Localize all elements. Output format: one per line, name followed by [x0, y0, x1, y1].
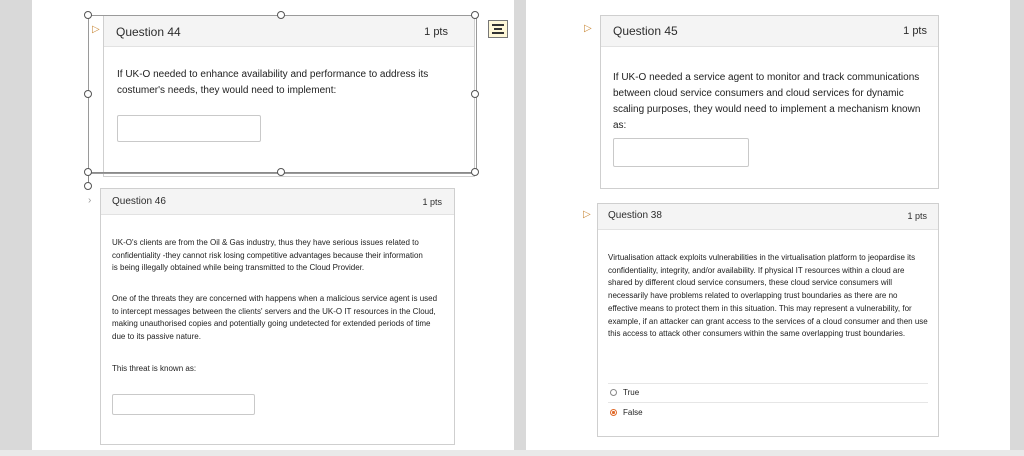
question-46-points: 1 pts [422, 197, 442, 207]
question-45-points: 1 pts [903, 25, 927, 37]
question-38-points: 1 pts [907, 211, 927, 221]
question-46-answer-input[interactable] [112, 394, 255, 415]
resize-handle-top[interactable] [277, 11, 285, 19]
question-44-text: If UK-O needed to enhance availability and performance to address its costumer's needs, they would need to implement: [117, 69, 429, 96]
question-flag-icon[interactable]: ▷ [92, 24, 100, 35]
bottom-strip [0, 450, 1024, 456]
resize-handle-bottom-left[interactable] [84, 168, 92, 176]
resize-handle-bottom-right[interactable] [471, 168, 479, 176]
question-46-header [101, 189, 454, 215]
question-flag-icon[interactable]: ▷ [584, 23, 592, 34]
question-38-header [598, 204, 938, 230]
question-45-card [600, 15, 939, 189]
resize-handle-right[interactable] [471, 90, 479, 98]
question-45-title: Question 45 [613, 24, 678, 38]
question-44-points: 1 pts [424, 26, 448, 38]
question-flag-icon[interactable]: ▷ [583, 209, 591, 220]
question-45-header [601, 16, 938, 47]
question-45-text: If UK-O needed a service agent to monitor and track communications between cloud service consumers and cloud services for dynamic scaling purposes, they would need to implement a mechanism known as: [613, 72, 921, 131]
question-46-card [100, 188, 455, 445]
question-44-title: Question 44 [116, 25, 181, 39]
radio-false-selected[interactable] [610, 409, 617, 416]
option-false[interactable] [610, 408, 643, 417]
chevron-right-icon[interactable]: › [88, 195, 92, 206]
resize-handle-left[interactable] [84, 90, 92, 98]
option-divider [608, 402, 928, 403]
selection-frame [88, 15, 477, 174]
question-46-paragraph-2: One of the threats they are concerned with happens when a malicious service agent is used to intercept messages between the clients' servers and the UK-O IT resources in the Cloud, making unauthorised copies and potentially going undetected for extended periods of time due to its passive nature. [112, 294, 438, 341]
resize-handle-bottom[interactable] [277, 168, 285, 176]
option-true[interactable] [610, 388, 639, 397]
question-38-text: Virtualisation attack exploits vulnerabilities in the virtualisation platform to jeopardise its confidentiality, integrity, and/or availability. If physical IT resources within a cloud are shared by different cloud service consumers, these cloud service consumers will necessarily have problems related to overlapping trust boundaries as there are no effective means to protect them in this situation. This may represent a vulnerability, for example, if an attacker can grant access to the services of a cloud consumer and then use this access to attack other consumers within the same overlapping trust boundaries. [608, 253, 928, 339]
option-divider [608, 383, 928, 384]
anchor-handle[interactable] [84, 182, 92, 190]
question-38-card [597, 203, 939, 437]
radio-true[interactable] [610, 389, 617, 396]
question-45-answer-input[interactable] [613, 138, 749, 167]
question-46-paragraph-1: UK-O's clients are from the Oil & Gas industry, thus they have serious issues related to confidentiality -they cannot risk losing competitive advantages because their information is being illegally obtained while being transmitted to the Cloud Provider. [112, 238, 423, 272]
question-46-title: Question 46 [112, 196, 166, 207]
question-38-title: Question 38 [608, 210, 662, 221]
option-false-label: False [623, 408, 643, 417]
resize-handle-top-right[interactable] [471, 11, 479, 19]
question-46-paragraph-3: This threat is known as: [112, 364, 197, 373]
layout-options-icon[interactable] [488, 20, 508, 38]
option-true-label: True [623, 388, 640, 397]
resize-handle-top-left[interactable] [84, 11, 92, 19]
